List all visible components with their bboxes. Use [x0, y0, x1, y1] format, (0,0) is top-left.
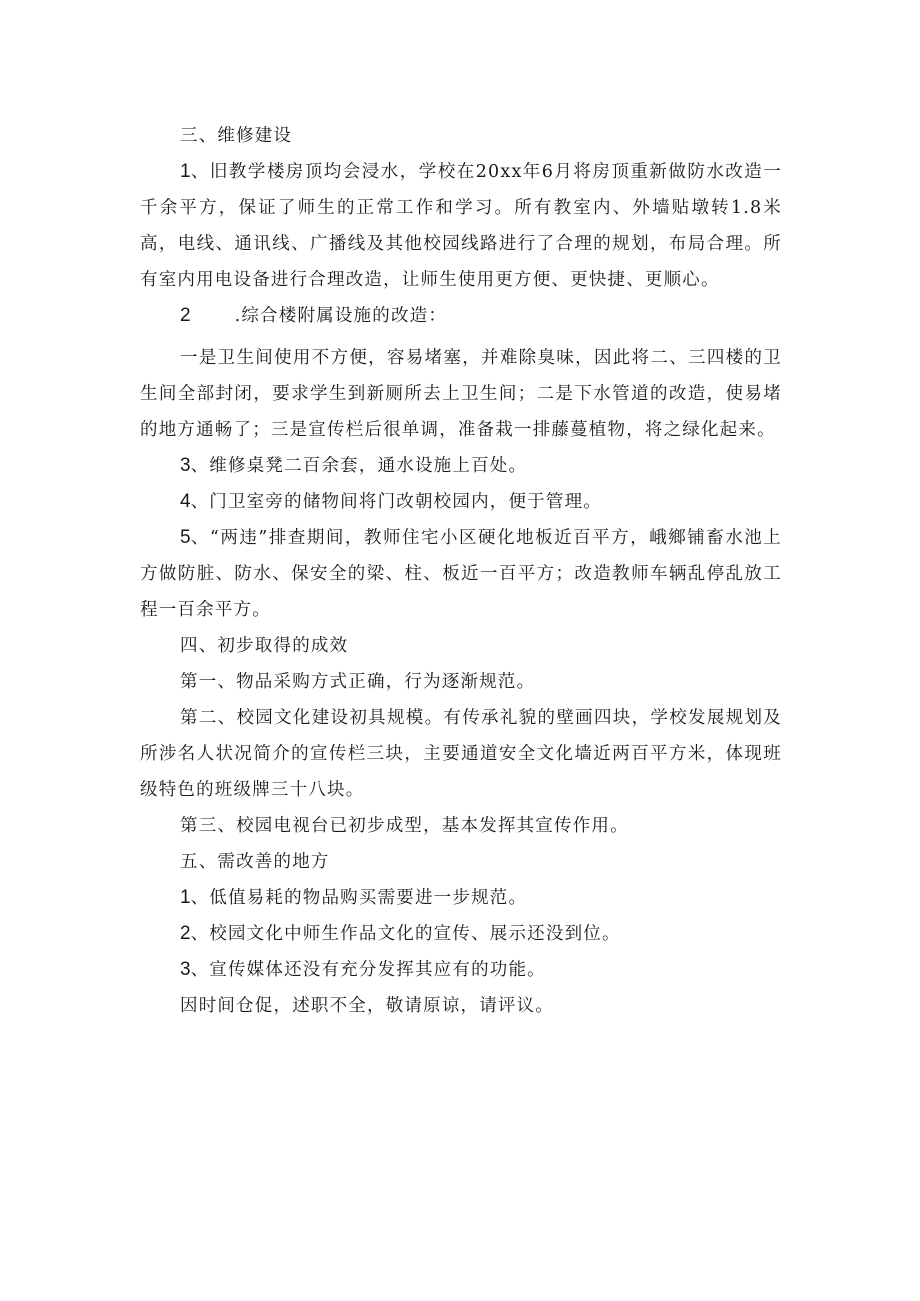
section-4-paragraph-2: 第二、校园文化建设初具规模。有传承礼貌的壁画四块，学校发展规划及所涉名人状况简介的宣传栏三块，主要通道安全文化墙近两百平方米，体现班级特色的班级牌三十八块。	[140, 708, 782, 800]
section-5-title: 五、需改善的地方	[180, 852, 330, 872]
item-number: 1	[180, 887, 191, 908]
section-5-item-1	[140, 880, 782, 916]
section-3-item-4	[140, 484, 782, 520]
section-3-item-3	[140, 448, 782, 484]
section-4-title: 四、初步取得的成效	[180, 636, 349, 656]
item-number: 3	[180, 455, 191, 476]
item-text: 、维修桌凳二百余套，通水设施上百处。	[190, 456, 528, 476]
item-text: .综合楼附属设施的改造：	[234, 306, 448, 326]
item-text: 、校园文化中师生作品文化的宣传、展示还没到位。	[190, 924, 621, 944]
item-text: 、低值易耗的物品购买需要进一步规范。	[190, 888, 528, 908]
item-text: 、旧教学楼房顶均会浸水，学校在20xx年6月将房顶重新做防水改造一千余平方，保证了师生的正常工作和学习。所有教室内、外墙贴墩转1.8米高，电线、通讯线、广播线及其他校园线路进行了合理的规划，布局合理。所有室内用电设备进行合理改造，让师生使用更方便、更快捷、更顺心。	[140, 162, 782, 290]
item-number: 3	[180, 959, 191, 980]
item-number: 2	[180, 305, 191, 326]
section-3-item-5	[140, 520, 782, 628]
section-3-item-1	[140, 154, 782, 298]
section-3-item-2	[140, 298, 782, 334]
section-5-item-3	[140, 952, 782, 988]
section-4-paragraph-3: 第三、校园电视台已初步成型，基本发挥其宣传作用。	[180, 816, 629, 836]
section-5-item-2	[140, 916, 782, 952]
section-4-paragraph-1: 第一、物品采购方式正确，行为逐渐规范。	[180, 672, 536, 692]
section-3-title: 三、维修建设	[180, 126, 293, 146]
section-3-item-2-body: 一是卫生间使用不方便，容易堵塞，并难除臭味，因此将二、三四楼的卫生间全部封闭，要求学生到新厕所去上卫生间；二是下水管道的改造，使易堵的地方通畅了；三是宣传栏后很单调，准备栽一排藤蔓植物，将之绿化起来。	[140, 348, 782, 440]
item-text: 、“两违”排查期间，教师住宅小区硬化地板近百平方，峨鄉铺畜水池上方做防脏、防水、保安全的梁、柱、板近一百平方；改造教师车辆乱停乱放工程一百余平方。	[140, 528, 782, 620]
closing-statement: 因时间仓促，述职不全，敬请原谅，请评议。	[180, 996, 554, 1016]
item-number: 4	[180, 491, 191, 512]
item-number: 2	[180, 923, 191, 944]
item-number: 5	[180, 527, 191, 548]
item-text: 、宣传媒体还没有充分发挥其应有的功能。	[190, 960, 546, 980]
item-text: 、门卫室旁的储物间将门改朝校园内，便于管理。	[190, 492, 602, 512]
document-page	[140, 118, 782, 1024]
item-number: 1	[180, 161, 191, 182]
